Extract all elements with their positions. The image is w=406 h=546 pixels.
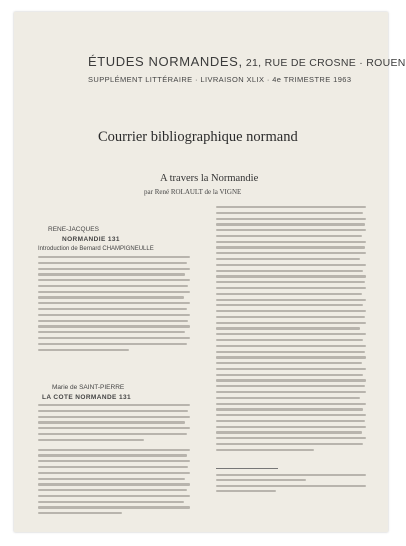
- footnotes: [216, 474, 366, 496]
- footnote-rule: [216, 468, 278, 469]
- right-text-block: [216, 206, 366, 455]
- section2-heading: Marie de SAINT-PIERRE: [52, 384, 125, 391]
- section1-intro: Introduction de Bernard CHAMPIGNEULLE: [38, 246, 154, 252]
- left-text-block-2: [38, 404, 190, 518]
- journal-header: [88, 54, 406, 69]
- page-title: Courrier bibliographique normand: [98, 129, 298, 145]
- left-text-block-1: [38, 256, 190, 354]
- section2-subheading: LA COTE NORMANDE 131: [42, 394, 132, 401]
- journal-address: 21, RUE DE CROSNE · ROUEN: [245, 57, 406, 69]
- document-page: [14, 12, 406, 532]
- journal-supplement: SUPPLÉMENT LITTÉRAIRE · LIVRAISON XLIX · 4e TRIMESTRE 1963: [88, 75, 352, 84]
- section1-subheading: NORMANDIE 131: [62, 236, 120, 243]
- article-title: A travers la Normandie: [160, 173, 259, 184]
- section1-heading: RENE-JACQUES: [48, 226, 99, 233]
- journal-series: ÉTUDES NORMANDES,: [88, 54, 243, 69]
- article-author: par René ROLAULT de la VIGNE: [144, 188, 242, 196]
